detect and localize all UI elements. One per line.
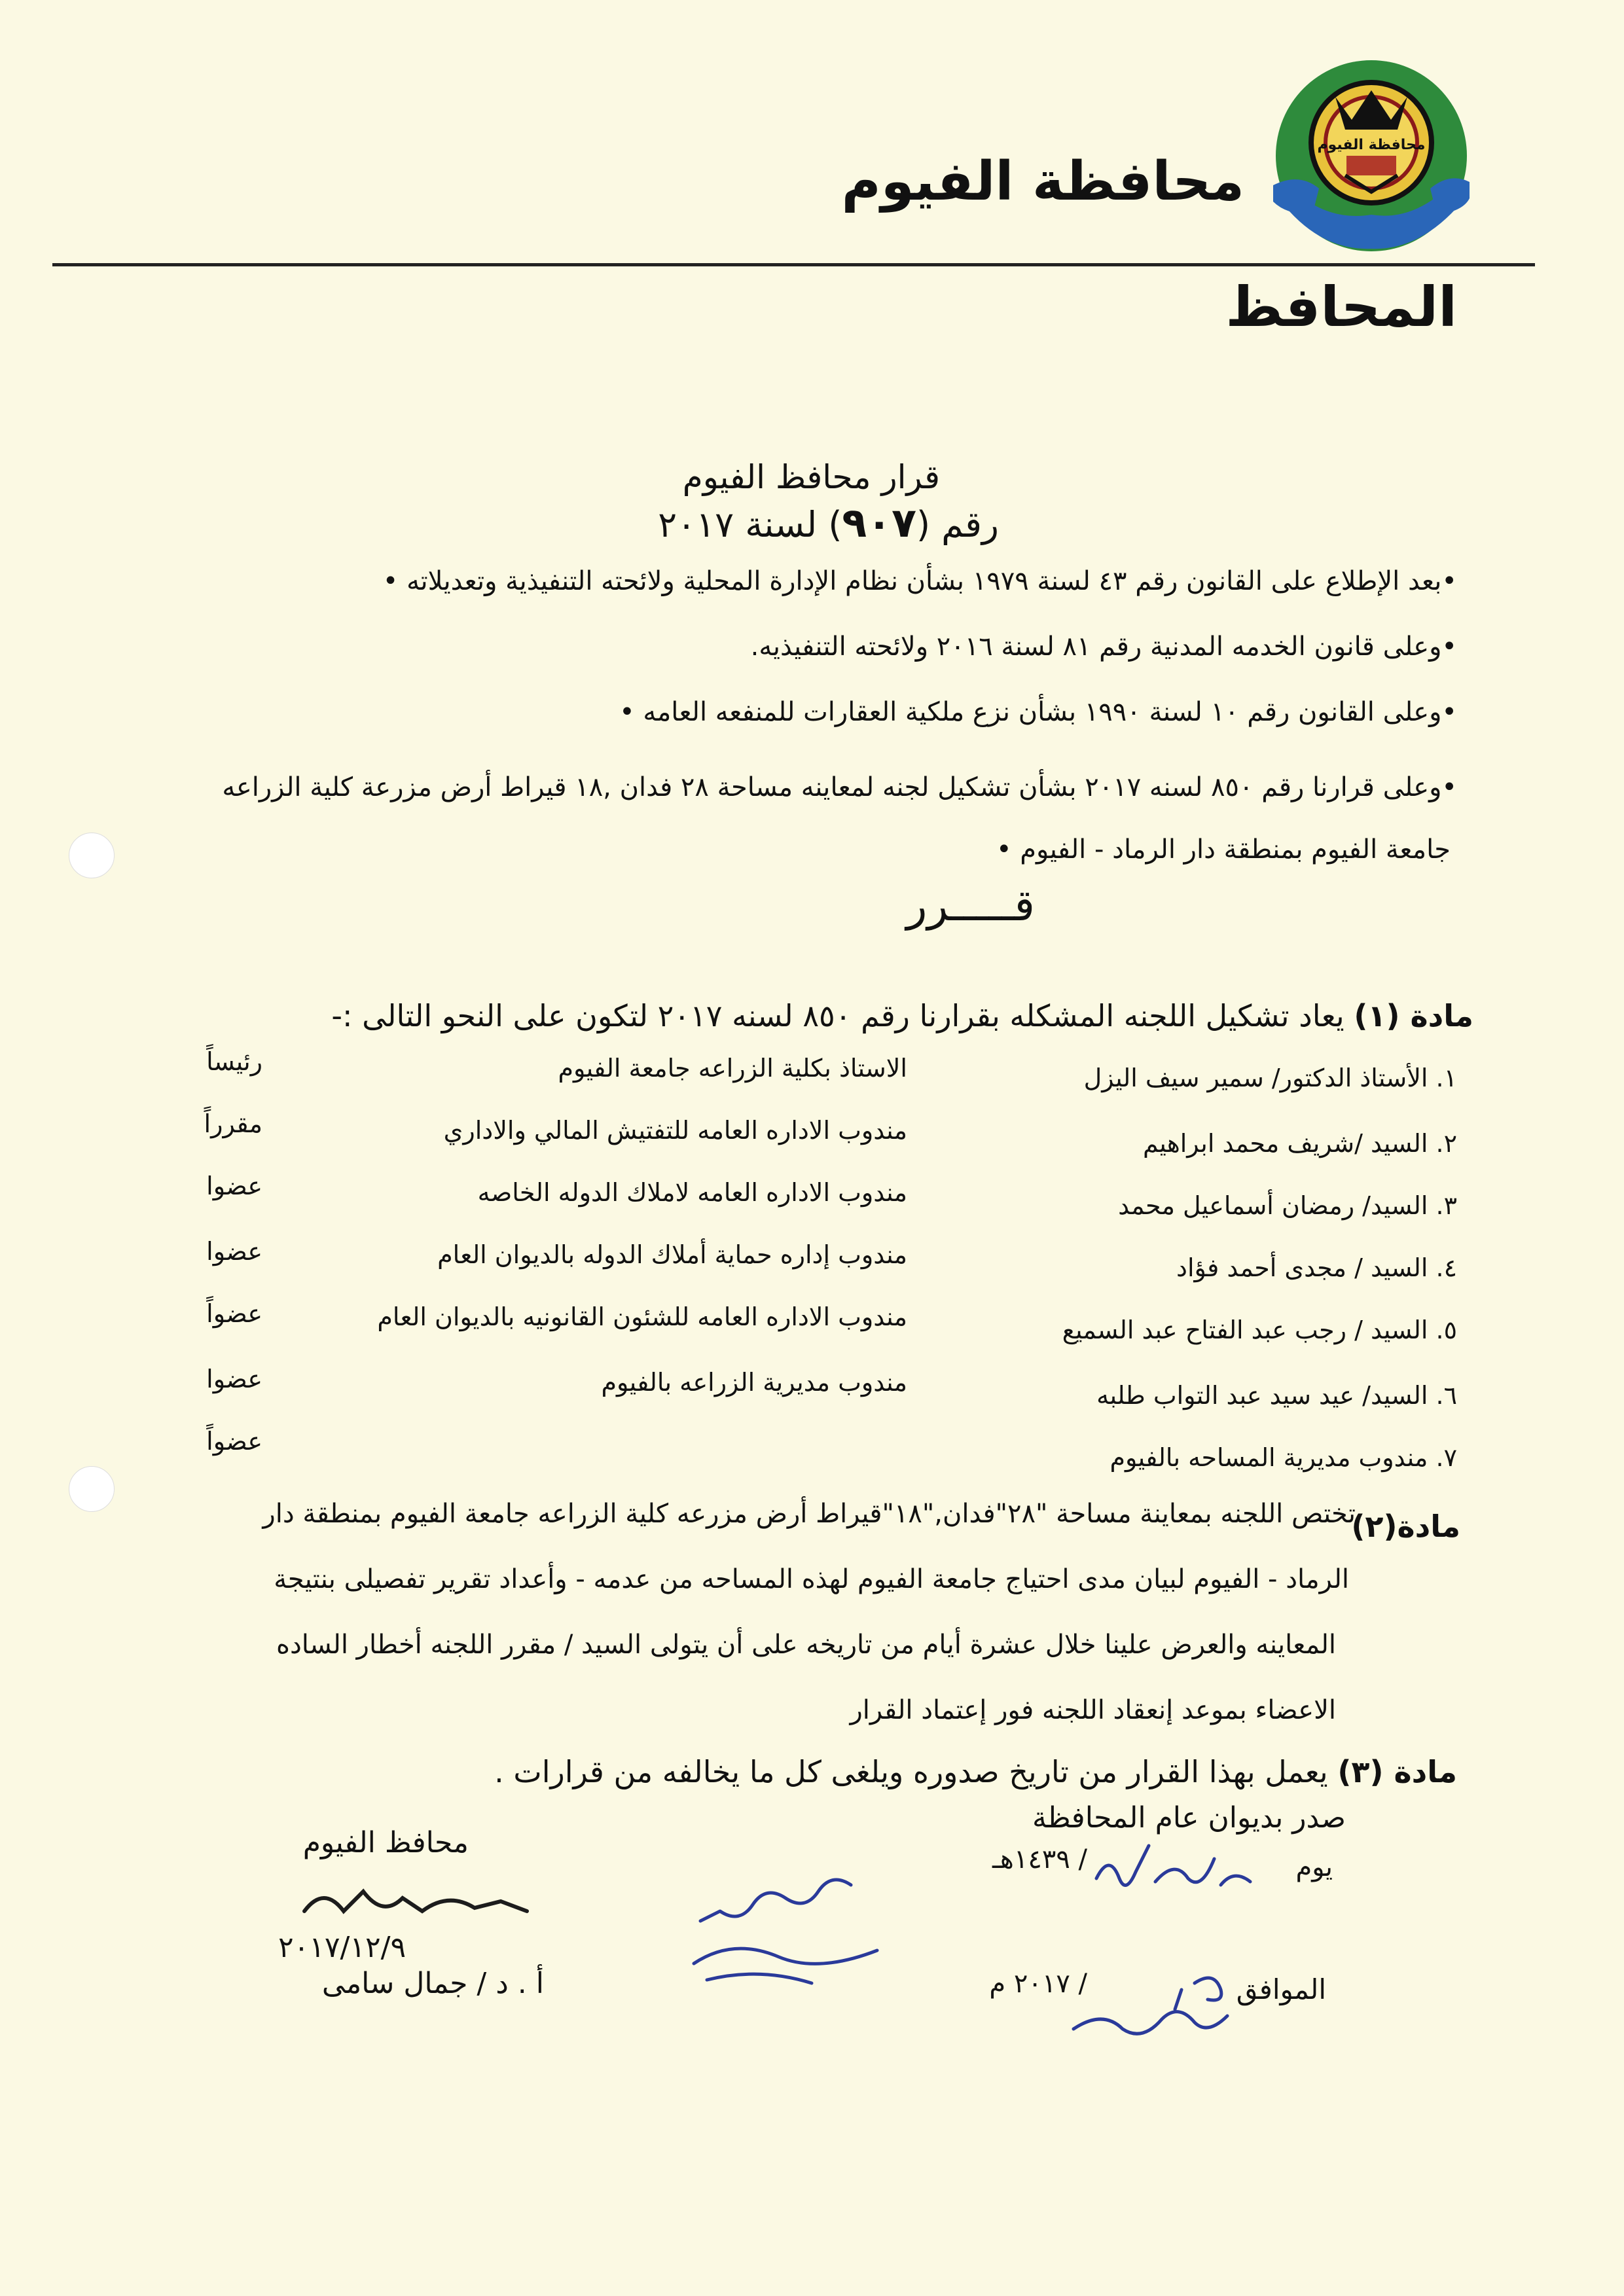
office-title: المحافظ	[1225, 275, 1457, 339]
member-name: ٥. السيد / رجب عبد الفتاح عبد السميع	[1062, 1316, 1457, 1344]
issued-line: صدر بديوان عام المحافظة	[1032, 1801, 1346, 1835]
signature-name: أ . د / جمال سامى	[321, 1967, 544, 2000]
punch-hole	[69, 1466, 115, 1512]
article-2-line: الاعضاء بموعد إنعقاد اللجنه فور إعتماد القرار	[850, 1695, 1336, 1725]
member-position: مندوب الاداره العامه للتفتيش المالي والاداري	[443, 1116, 907, 1145]
member-position: مندوب مديرية الزراعه بالفيوم	[601, 1368, 907, 1397]
preamble-line: •بعد الإطلاع على القانون رقم ٤٣ لسنة ١٩٧٩ بشأن نظام الإدارة المحلية ولائحته التنفيذية وتعديلاته •	[382, 566, 1457, 596]
article-3-label: مادة (٣)	[1337, 1754, 1457, 1789]
decision-number-suffix: ) لسنة ٢٠١٧	[658, 504, 842, 545]
member-name: ٢. السيد /شريف محمد ابراهيم	[1142, 1129, 1457, 1158]
decision-number: ٩٠٧	[842, 499, 916, 547]
logo-text: محافظة الفيوم	[1317, 137, 1426, 153]
preamble-line: •وعلى قانون الخدمه المدنية رقم ٨١ لسنة ٢٠١٦ ولائحته التنفيذيه.	[750, 632, 1457, 662]
header-divider	[52, 263, 1535, 266]
member-role: عضواً	[206, 1427, 262, 1456]
governorate-name: محافظة الفيوم	[841, 151, 1244, 213]
article-2-line: المعاينه والعرض علينا خلال عشرة أيام من تاريخه على أن يتولى السيد / مقرر اللجنه أخطار الساده	[276, 1630, 1336, 1660]
member-position: مندوب الاداره العامه لاملاك الدوله الخاصه	[477, 1178, 907, 1207]
member-name: ٦. السيد/ عيد سيد عبد التواب طلبه	[1096, 1381, 1457, 1410]
member-name: ١. الأستاذ الدكتور/ سمير سيف اليزل	[1083, 1064, 1457, 1092]
member-role: عضوا	[206, 1172, 262, 1200]
member-name: ٧. مندوب مديرية المساحه بالفيوم	[1110, 1443, 1457, 1472]
member-role: عضوا	[206, 1365, 262, 1393]
decision-title: قرار محافظ الفيوم	[682, 458, 940, 496]
article-2-label	[1351, 1509, 1460, 1544]
article-2-line: تختص اللجنه بمعاينة مساحة "٢٨"فدان,"١٨"قيراط أرض مزرعه كلية الزراعه جامعة الفيوم بمنطقة دار	[262, 1499, 1356, 1529]
corresponding-label: الموافق	[1236, 1973, 1326, 2005]
article-1-label: مادة (١)	[1354, 998, 1473, 1033]
member-position: مندوب الاداره العامه للشئون القانونيه بالديوان العام	[377, 1302, 907, 1331]
member-role: عضواً	[206, 1299, 262, 1328]
preamble-line: •وعلى قرارنا رقم ٨٥٠ لسنه ٢٠١٧ بشأن تشكيل لجنه لمعاينه مساحة ٢٨ فدان ,١٨ قيراط أرض مزرعة كلية الزراعه	[222, 772, 1457, 802]
article-3-text: يعمل بهذا القرار من تاريخ صدوره ويلغى كل ما يخالفه من قرارات .	[494, 1754, 1328, 1789]
gregorian-date: / ٢٠١٧ م	[989, 1969, 1087, 1999]
issued-day-label: يوم	[1295, 1852, 1333, 1882]
article-2-line: الرماد - الفيوم لبيان مدى احتياج جامعة الفيوم لهذه المساحه من عدمه - وأعداد تقرير تفصيلى بنتيجة	[274, 1564, 1349, 1594]
preamble-line: جامعة الفيوم بمنطقة دار الرماد - الفيوم •	[996, 834, 1451, 865]
handwritten-gregorian-day-icon	[1064, 1957, 1247, 2049]
preamble-line: •وعلى القانون رقم ١٠ لسنة ١٩٩٠ بشأن نزع ملكية العقارات للمنفعه العامه •	[619, 697, 1457, 727]
member-name: ٤. السيد / مجدى أحمد فؤاد	[1176, 1253, 1457, 1282]
article-2-label-text: مادة(٢)	[1351, 1509, 1460, 1544]
member-name: ٣. السيد/ رمضان أسماعيل محمد	[1118, 1191, 1457, 1220]
decision-number-prefix: رقم (	[916, 504, 999, 545]
article-1-text: يعاد تشكيل اللجنه المشكله بقرارنا رقم ٨٥٠ لسنه ٢٠١٧ لتكون على النحو التالى :-	[331, 998, 1344, 1033]
member-role: مقرراً	[204, 1109, 262, 1138]
handwritten-initials-icon	[681, 1859, 897, 1996]
governorate-logo-icon	[1273, 58, 1470, 254]
article-1	[331, 998, 1473, 1033]
signature-date: ٢٠١٧/١٢/٩	[278, 1931, 406, 1964]
member-role: رئيساً	[206, 1047, 262, 1076]
punch-hole	[69, 833, 115, 878]
hijri-date: / ١٤٣٩هـ	[992, 1844, 1087, 1874]
decides-heading: قـــــرر	[906, 880, 1035, 931]
handwritten-hijri-day-icon	[1090, 1833, 1260, 1905]
article-3	[494, 1754, 1457, 1789]
decision-number-line	[658, 499, 999, 547]
signature-title: محافظ الفيوم	[302, 1826, 469, 1859]
member-position: مندوب إداره حماية أملاك الدوله بالديوان العام	[437, 1240, 907, 1269]
member-position: الاستاذ بكلية الزراعه جامعة الفيوم	[558, 1054, 907, 1083]
member-role: عضوا	[206, 1237, 262, 1266]
